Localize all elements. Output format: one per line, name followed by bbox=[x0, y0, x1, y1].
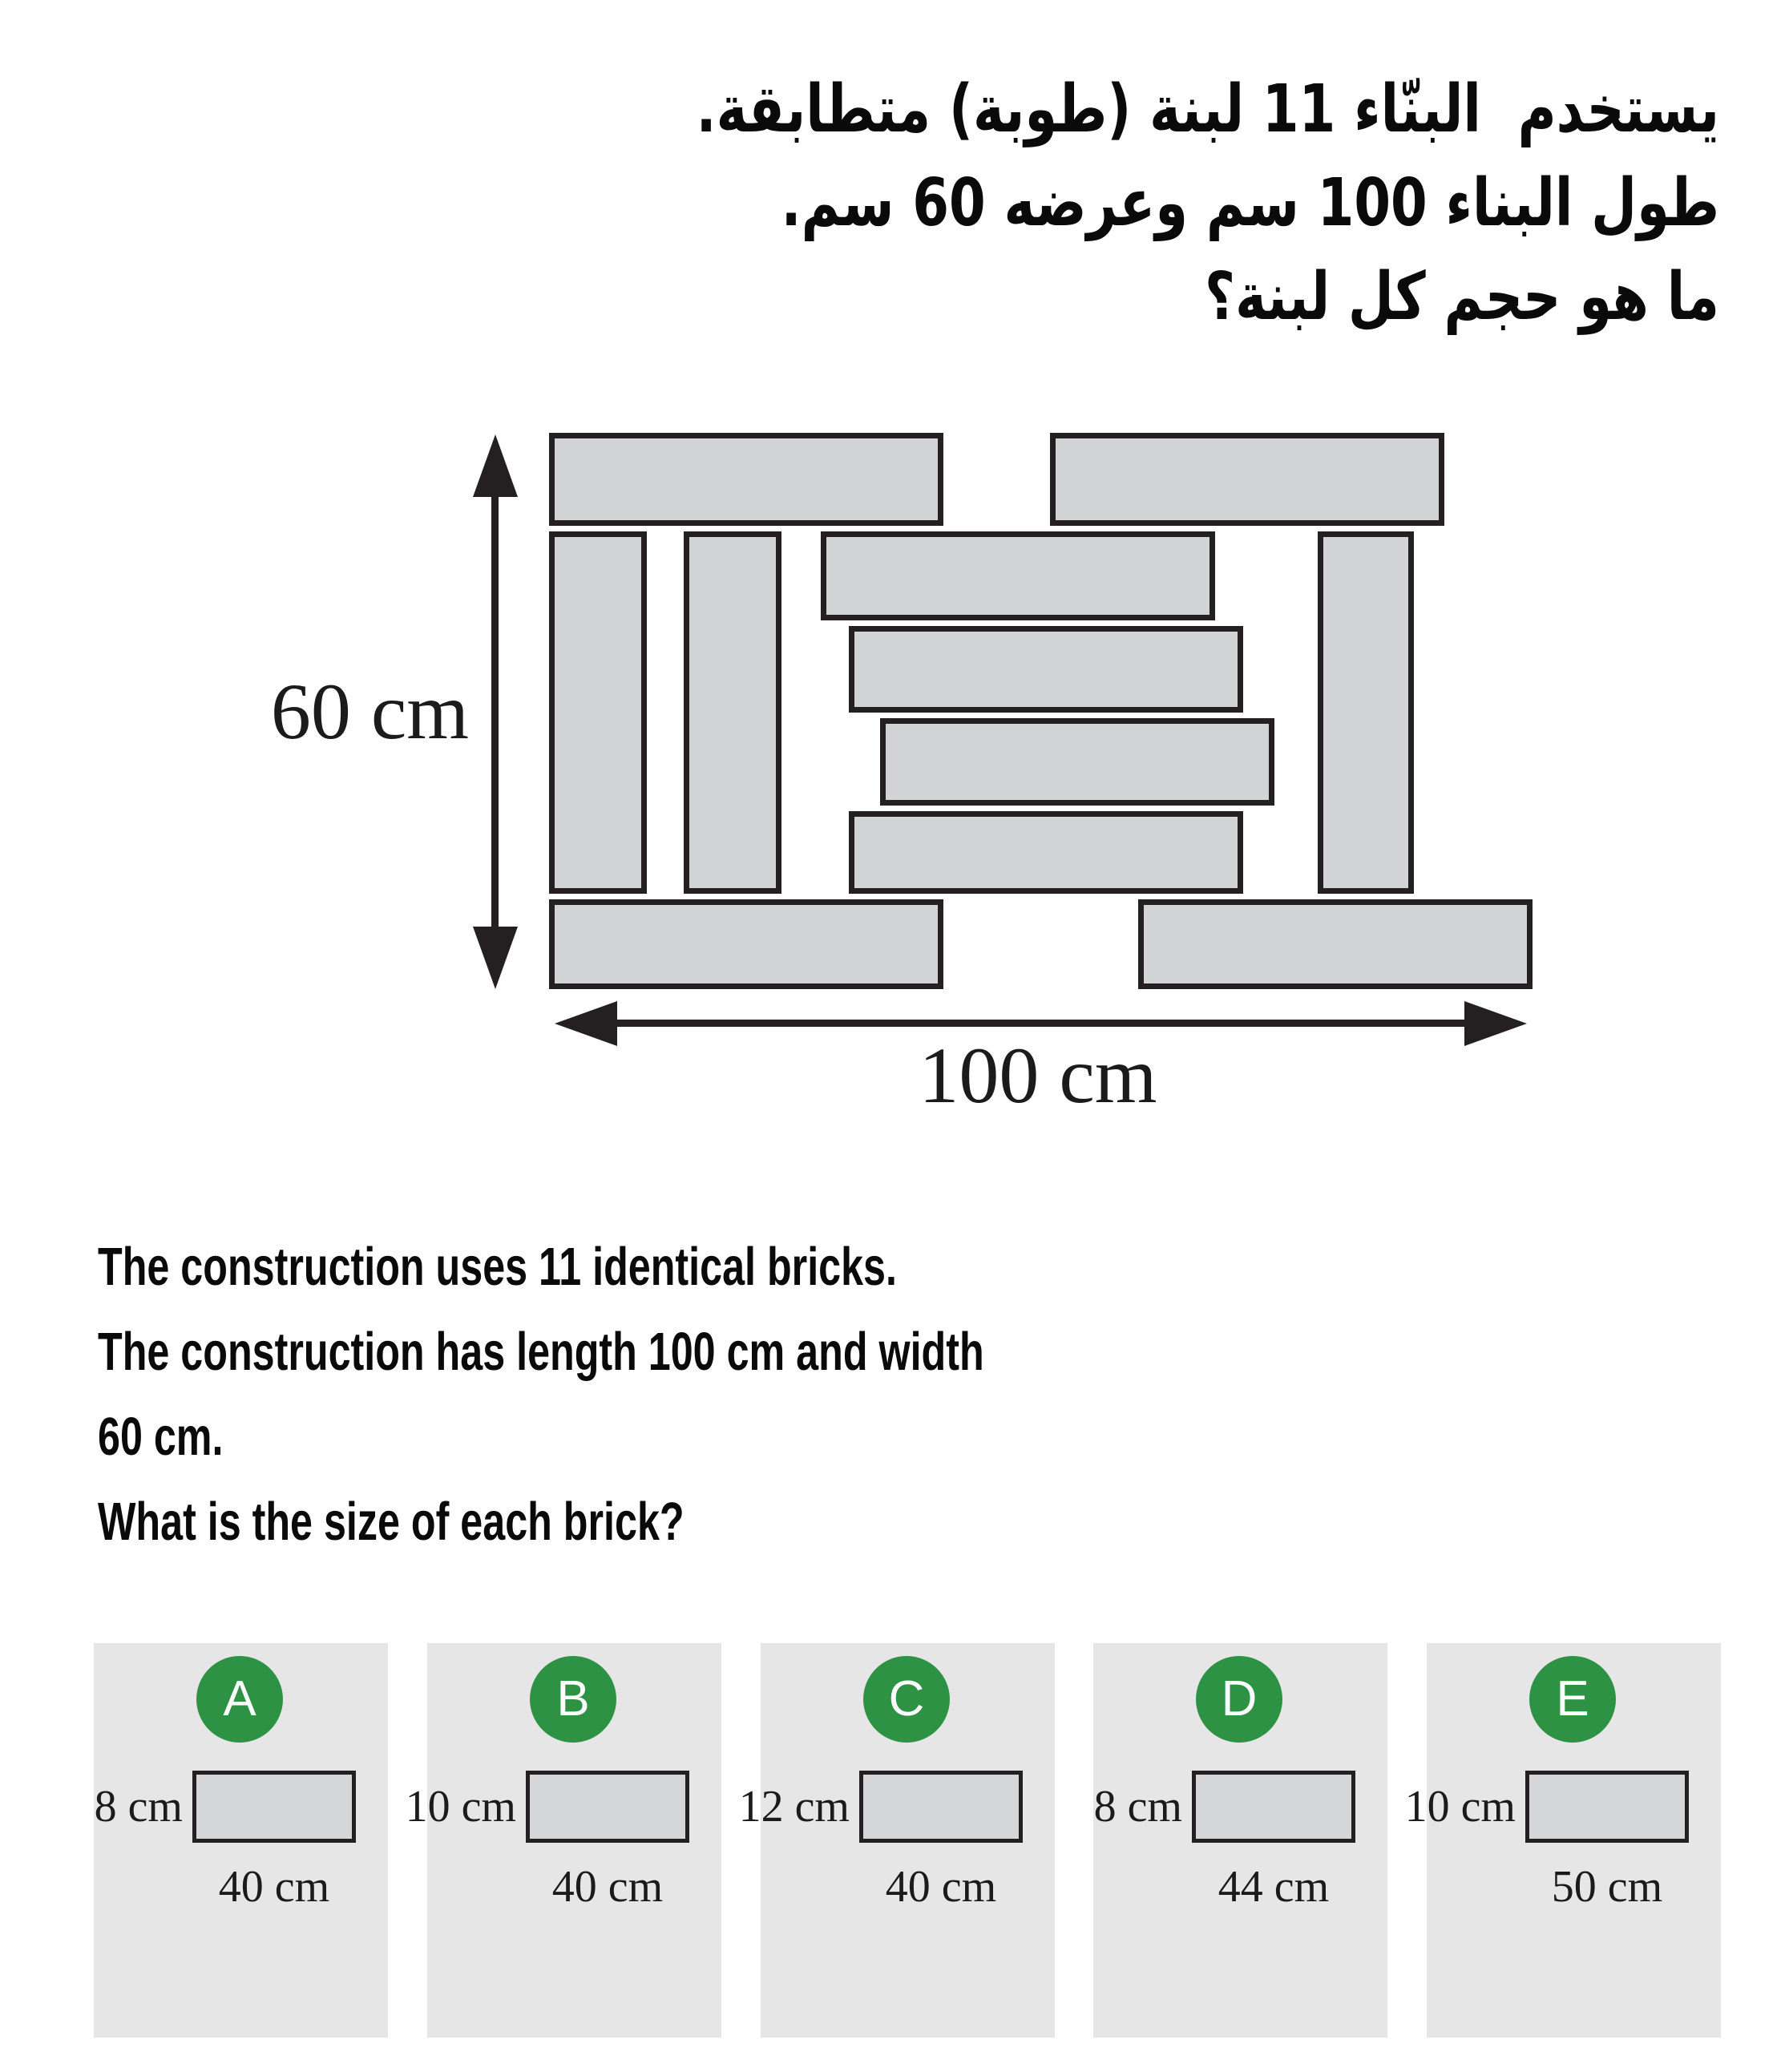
option-card-c[interactable] bbox=[738, 1643, 1055, 2038]
option-d-brick-rect bbox=[1192, 1771, 1355, 1843]
question-english-line-3: 60 cm. bbox=[98, 1407, 224, 1467]
arrow-down-icon bbox=[473, 927, 518, 989]
option-card-d[interactable] bbox=[1093, 1643, 1387, 2038]
figure-width-label: 100 cm bbox=[919, 1031, 1157, 1120]
option-b-badge bbox=[530, 1656, 616, 1743]
option-a-badge bbox=[196, 1656, 283, 1743]
option-d-width-label: 44 cm bbox=[1218, 1862, 1330, 1912]
option-a-brick-rect bbox=[192, 1771, 356, 1843]
option-card-e[interactable] bbox=[1404, 1643, 1721, 2038]
brick-top-right bbox=[1050, 433, 1444, 526]
option-d-letter: D bbox=[1221, 1671, 1258, 1727]
brick-left-vertical-2 bbox=[684, 531, 781, 894]
figure-height-label: 60 cm bbox=[270, 667, 469, 756]
brick-middle-2 bbox=[849, 626, 1243, 713]
horizontal-arrow-shaft bbox=[609, 1020, 1475, 1027]
question-arabic-line-1: يستخدم البنّاء 11 لبنة (طوبة) متطابقة. bbox=[696, 71, 1719, 147]
question-english-line-2: The construction has length 100 cm and width bbox=[98, 1322, 984, 1382]
option-b-width-label: 40 cm bbox=[551, 1862, 664, 1912]
option-a-width-label: 40 cm bbox=[218, 1862, 330, 1912]
arrow-left-icon bbox=[555, 1001, 617, 1046]
question-arabic-line-3: ما هو حجم كل لبنة؟ bbox=[1205, 259, 1719, 335]
question-english-line-1: The construction uses 11 identical bricks. bbox=[98, 1237, 897, 1297]
brick-left-vertical-1 bbox=[549, 531, 647, 894]
option-b-height-label: 10 cm bbox=[405, 1782, 516, 1832]
option-e-height-label: 10 cm bbox=[1404, 1782, 1516, 1832]
option-a-letter: A bbox=[223, 1671, 256, 1727]
brick-middle-3 bbox=[880, 718, 1274, 806]
brick-middle-1 bbox=[821, 531, 1215, 620]
brick-top-left bbox=[549, 433, 943, 526]
option-d-badge bbox=[1196, 1656, 1282, 1743]
question-english bbox=[98, 1225, 1701, 1565]
question-arabic-line-2: طول البناء 100 سم وعرضه 60 سم. bbox=[781, 165, 1719, 241]
brick-bottom-left bbox=[549, 899, 943, 989]
option-a-height-label: 8 cm bbox=[94, 1782, 183, 1832]
option-c-width-label: 40 cm bbox=[885, 1862, 997, 1912]
option-c-badge bbox=[863, 1656, 950, 1743]
option-b-letter: B bbox=[556, 1671, 590, 1727]
option-c-height-label: 12 cm bbox=[738, 1782, 850, 1832]
option-e-badge bbox=[1529, 1656, 1616, 1743]
option-card-a[interactable] bbox=[94, 1643, 388, 2038]
question-english-line-4: What is the size of each brick? bbox=[98, 1492, 685, 1552]
option-c-letter: C bbox=[888, 1671, 925, 1727]
brick-bottom-right bbox=[1138, 899, 1533, 989]
option-b-brick-rect bbox=[526, 1771, 689, 1843]
option-e-letter: E bbox=[1556, 1671, 1589, 1727]
brick-middle-4 bbox=[849, 811, 1243, 894]
vertical-arrow-shaft bbox=[491, 449, 499, 974]
brick-right-vertical bbox=[1318, 531, 1414, 894]
option-e-brick-rect bbox=[1525, 1771, 1689, 1843]
option-e-width-label: 50 cm bbox=[1551, 1862, 1663, 1912]
arrow-up-icon bbox=[473, 434, 518, 497]
option-d-height-label: 8 cm bbox=[1093, 1782, 1182, 1832]
arrow-right-icon bbox=[1464, 1001, 1527, 1046]
option-c-brick-rect bbox=[859, 1771, 1023, 1843]
option-card-b[interactable] bbox=[405, 1643, 721, 2038]
